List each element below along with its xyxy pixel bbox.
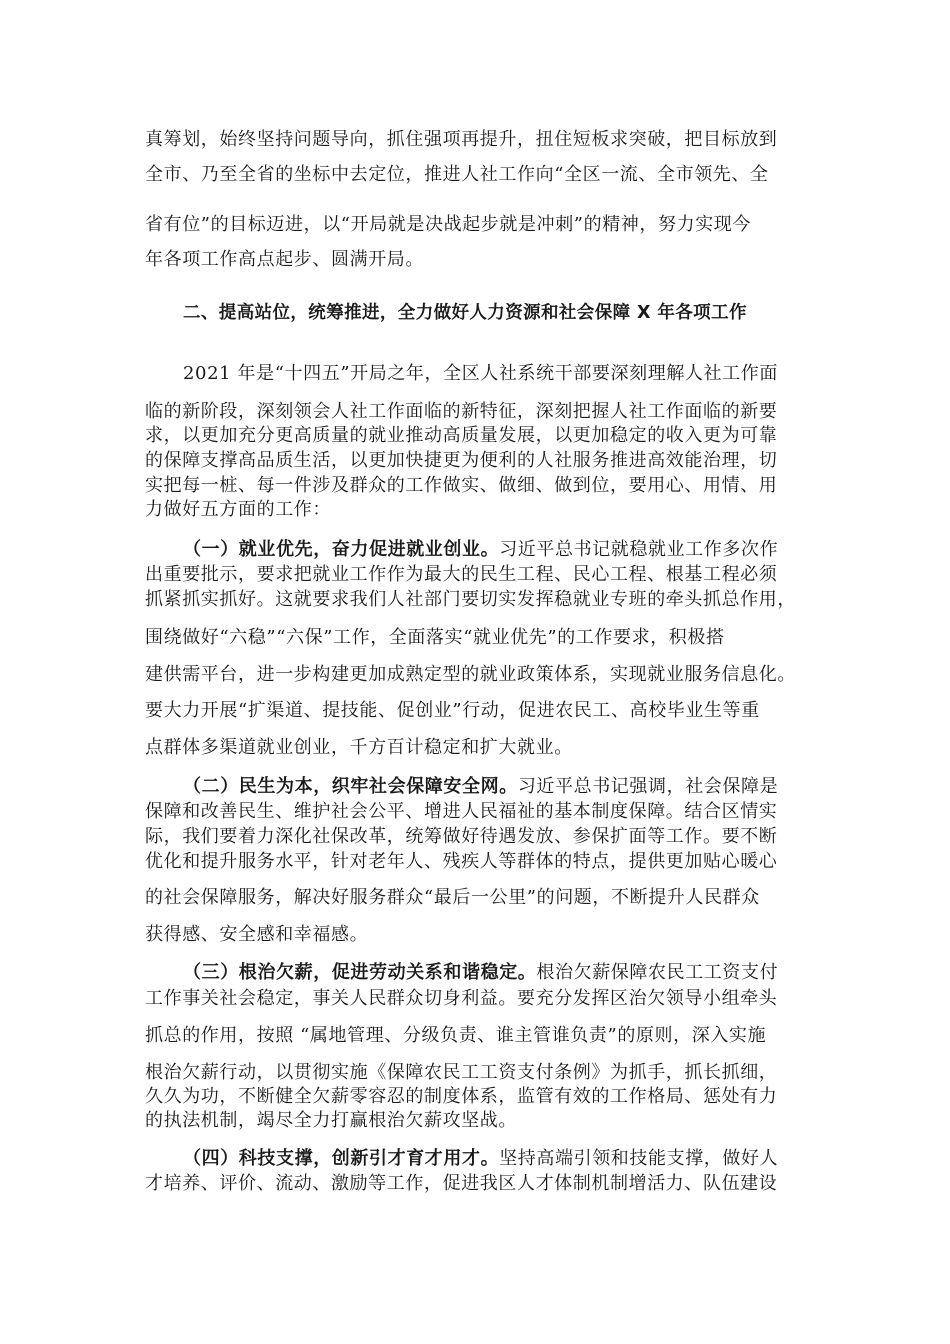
body-line: 建供需平台，进一步构建更加成熟定型的就业政策体系，实现就业服务信息化。: [145, 664, 796, 685]
item-first-line: [183, 1147, 825, 1171]
body-line: 优化和提升服务水平，针对老年人、残疾人等群体的特点，提供更加贴心暖心: [145, 851, 778, 872]
body-line: 根治欠薪行动，以贯彻实施《保障农民工工资支付条例》为抓手，抓长抓细，: [145, 1062, 778, 1083]
body-line: 省有位”的目标迈进，以“开局就是决战起步就是冲刺”的精神，努力实现今: [145, 214, 752, 235]
item-title: （三）根治欠薪，促进劳动关系和谐稳定。: [183, 962, 537, 983]
body-line: 抓紧抓实抓好。这就要求我们人社部门要切实发挥稳就业专班的牵头抓总作用，: [145, 589, 796, 610]
item-first-line: [183, 961, 825, 985]
body-line: 围绕做好“六稳”“六保”工作，全面落实“就业优先”的工作要求，积极搭: [145, 627, 725, 648]
body-line: 的执法机制，竭尽全力打赢根治欠薪攻坚战。: [145, 1110, 517, 1131]
item-first-line: [183, 538, 825, 562]
body-line: 才培养、评价、流动、激励等工作，促进我区人才体制机制增活力、队伍建设: [145, 1173, 778, 1194]
body-line: 获得感、安全感和幸福感。: [145, 924, 369, 945]
body-line: 际，我们要着力深化社保改革，统筹做好待遇发放、参保扩面等工作。要不断: [145, 826, 778, 847]
body-line: 年各项工作高点起步、圆满开局。: [145, 249, 424, 270]
item-text: 习近平总书记就稳就业工作多次作: [499, 539, 779, 560]
body-line: 要大力开展“扩渠道、提技能、促创业”行动，促进农民工、高校毕业生等重: [145, 700, 760, 721]
body-line: 临的新阶段，深刻领会人社工作面临的新特征，深刻把握人社工作面临的新要: [145, 401, 778, 422]
item-text: 坚持高端引领和技能支撑，做好人: [499, 1148, 779, 1169]
body-line: 的社会保障服务，解决好服务群众“最后一公里”的问题，不断提升人民群众: [145, 887, 760, 908]
item-text: 根治欠薪保障农民工工资支付: [536, 962, 779, 983]
body-line: 工作事关社会稳定，事关人民群众切身利益。要充分发挥区治欠领导小组牵头: [145, 988, 778, 1009]
body-line: 保障和改善民生、维护社会公平、增进人民福祉的基本制度保障。结合区情实: [145, 801, 778, 822]
item-title: （四）科技支撑，创新引才育才用才。: [183, 1148, 500, 1169]
body-line: 抓总的作用，按照 “属地管理、分级负责、谁主管谁负责”的原则，深入实施: [145, 1025, 767, 1046]
body-line: 2021 年是“十四五”开局之年，全区人社系统干部要深刻理解人社工作面: [183, 363, 778, 384]
body-line: 真筹划，始终坚持问题导向，抓住强项再提升，扭住短板求突破，把目标放到: [145, 129, 778, 150]
item-text: 习近平总书记强调，社会保障是: [517, 776, 779, 797]
body-line: 全市、乃至全省的坐标中去定位，推进人社工作向“全区一流、全市领先、全: [145, 164, 769, 185]
section-heading: 二、提高站位，统筹推进，全力做好人力资源和社会保障 X 年各项工作: [183, 303, 747, 323]
body-line: 实把每一桩、每一件涉及群众的工作做实、做细、做到位，要用心、用情、用: [145, 475, 778, 496]
body-line: 点群体多渠道就业创业，千方百计稳定和扩大就业。: [145, 737, 573, 758]
item-title: （二）民生为本，织牢社会保障安全网。: [183, 776, 518, 797]
item-title: （一）就业优先，奋力促进就业创业。: [183, 539, 500, 560]
body-line: 出重要批示，要求把就业工作作为最大的民生工程、民心工程、根基工程必须: [145, 564, 778, 585]
body-line: 的保障支撑高品质生活，以更加快捷更为便利的人社服务推进高效能治理，切: [145, 450, 778, 471]
body-line: 久久为功，不断健全欠薪零容忍的制度体系，监管有效的工作格局、惩处有力: [145, 1086, 778, 1107]
body-line: 力做好五方面的工作：: [145, 499, 331, 520]
body-line: 求，以更加充分更高质量的就业推动高质量发展，以更加稳定的收入更为可靠: [145, 425, 778, 446]
item-first-line: [183, 775, 825, 799]
